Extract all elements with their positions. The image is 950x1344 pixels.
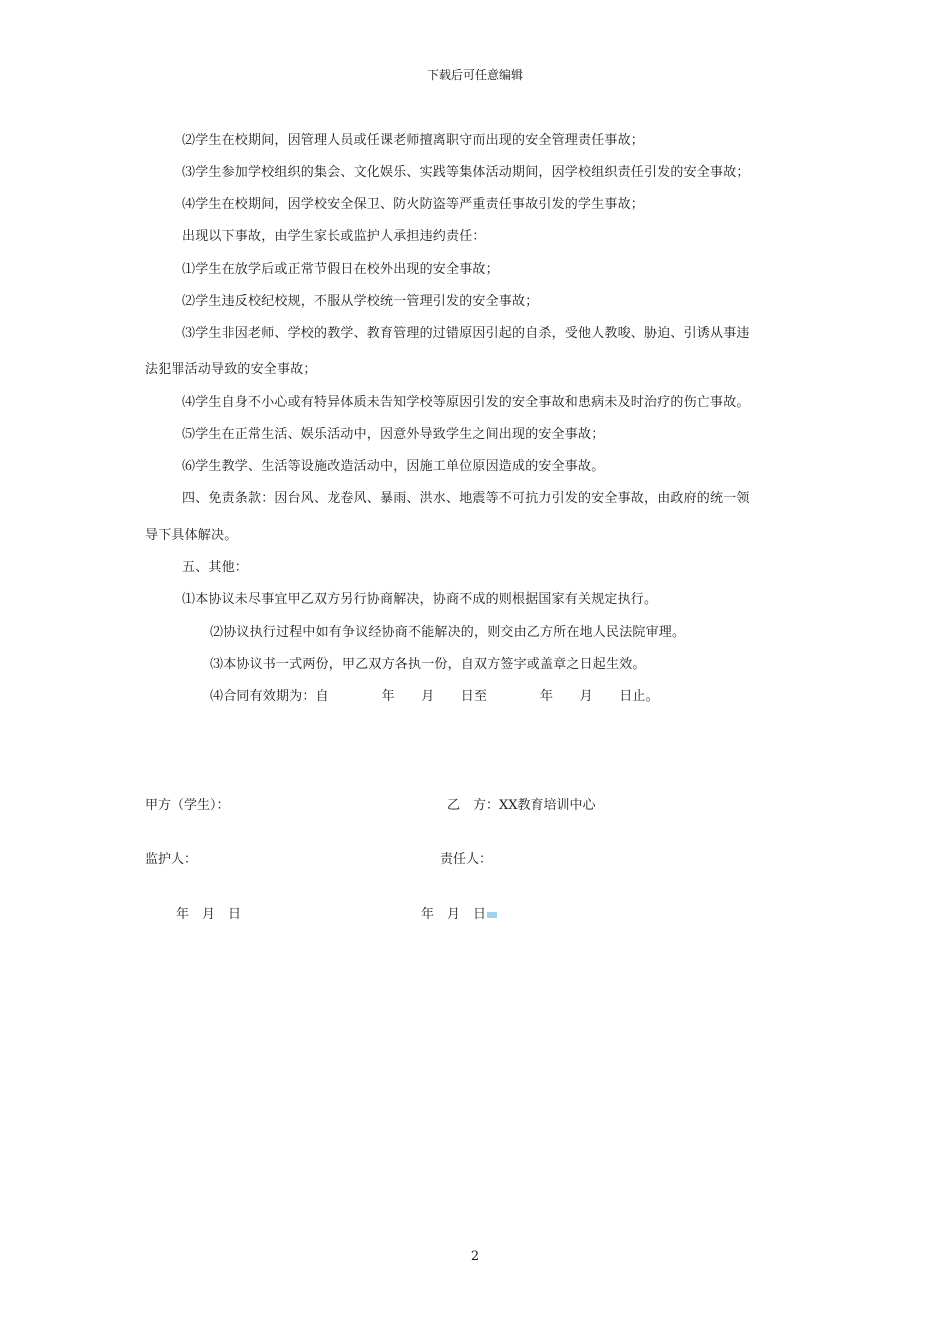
page-number: 2	[470, 1249, 480, 1264]
other-clause-3: ⑶本协议书一式两份，甲乙双方各执一份，自双方签字或盖章之日起生效。	[210, 657, 646, 672]
clause-2-3: ⑶学生参加学校组织的集会、文化娱乐、实践等集体活动期间，因学校组织责任引发的安全事故；	[182, 165, 750, 180]
parent-clause-3-line2: 法犯罪活动导致的安全事故；	[145, 362, 317, 377]
parent-clause-1: ⑴学生在放学后或正常节假日在校外出现的安全事故；	[182, 262, 499, 277]
parent-clause-2: ⑵学生违反校纪校规，不服从学校统一管理引发的安全事故；	[182, 294, 539, 309]
other-clause-2: ⑵协议执行过程中如有争议经协商不能解决的，则交由乙方所在地人民法院审理。	[210, 625, 686, 640]
party-a-label: 甲方（学生）：	[145, 798, 230, 813]
party-b-label: 乙 方：XX教育培训中心	[447, 798, 596, 813]
other-clause-1: ⑴本协议未尽事宜甲乙双方另行协商解决，协商不成的则根据国家有关规定执行。	[182, 592, 658, 607]
clause-2-2: ⑵学生在校期间，因管理人员或任课老师擅离职守而出现的安全管理责任事故；	[182, 133, 645, 148]
date-party-a: 年 月 日	[176, 907, 242, 922]
highlight-mark	[487, 912, 497, 918]
parent-clause-3-line1: ⑶学生非因老师、学校的教学、教育管理的过错原因引起的自杀，受他人教唆、胁迫、引诱从事违	[182, 326, 750, 341]
other-clause-4: ⑷合同有效期为：自 年 月 日至 年 月 日止。	[210, 689, 659, 704]
exemption-line2: 导下具体解决。	[145, 528, 238, 543]
page-header: 下载后可任意编辑	[426, 68, 523, 82]
guardian-label: 监护人：	[145, 852, 198, 867]
exemption-line1: 四、免责条款：因台风、龙卷风、暴雨、洪水、地震等不可抗力引发的安全事故，由政府的统一领	[182, 491, 750, 506]
clause-2-4: ⑷学生在校期间，因学校安全保卫、防火防盗等严重责任事故引发的学生事故；	[182, 197, 645, 212]
date-party-b-text: 年 月 日	[421, 907, 487, 922]
other-heading: 五、其他：	[182, 560, 249, 575]
parent-liability-intro: 出现以下事故，由学生家长或监护人承担违约责任：	[182, 229, 486, 244]
parent-clause-5: ⑸学生在正常生活、娱乐活动中，因意外导致学生之间出现的安全事故；	[182, 427, 605, 442]
parent-clause-4: ⑷学生自身不小心或有特异体质未告知学校等原因引发的安全事故和患病未及时治疗的伤亡事故。	[182, 395, 750, 410]
parent-clause-6: ⑹学生教学、生活等设施改造活动中，因施工单位原因造成的安全事故。	[182, 459, 605, 474]
date-party-b	[421, 903, 497, 922]
responsible-person-label: 责任人：	[440, 852, 493, 867]
